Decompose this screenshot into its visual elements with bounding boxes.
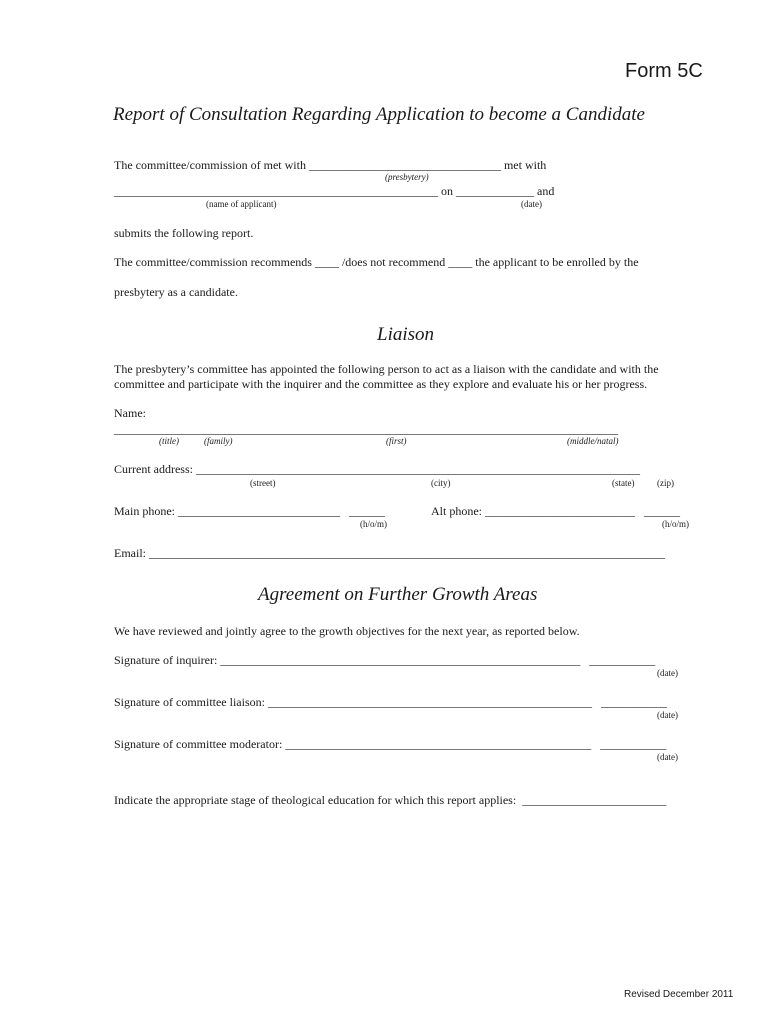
name-hint-title: (title): [159, 436, 179, 446]
intro-line-5: presbytery as a candidate.: [114, 285, 238, 299]
name-hint-middle: (middle/natal): [567, 436, 619, 446]
intro-line-1: The committee/commission of met with ________________________________ met with: [114, 158, 547, 172]
signature-inquirer-line[interactable]: Signature of inquirer: ____________________________________________________________ ___________: [114, 653, 656, 667]
main-phone-hint: (h/o/m): [360, 519, 387, 529]
liaison-paragraph: The presbytery’s committee has appointed the following person to act as a liaison with the candidate and with the committee and participate with the inquirer and the committee as they explore and evaluate his or her progress.: [114, 362, 659, 391]
signature-liaison-date-hint: (date): [657, 710, 678, 720]
date-hint: (date): [521, 199, 542, 209]
name-hint-first: (first): [386, 436, 407, 446]
agreement-heading: Agreement on Further Growth Areas: [258, 584, 538, 605]
liaison-heading: Liaison: [377, 324, 435, 345]
email-line[interactable]: Email: ______________________________________________________________________________________: [114, 546, 665, 560]
signature-moderator-line[interactable]: Signature of committee moderator: ___________________________________________________ ___________: [114, 737, 667, 751]
theological-stage-line[interactable]: Indicate the appropriate stage of theological education for which this report applies: ________________________: [114, 793, 667, 807]
address-hint-city: (city): [431, 478, 451, 488]
address-line[interactable]: Current address: __________________________________________________________________________: [114, 462, 640, 476]
signature-moderator-date-hint: (date): [657, 752, 678, 762]
name-label: Name:: [114, 406, 146, 420]
revision-footer: Revised December 2011: [624, 989, 734, 1000]
intro-line-4: The committee/commission recommends ____ /does not recommend ____ the applicant to be enrolled by the: [114, 255, 639, 269]
presbytery-hint: (presbytery): [385, 172, 429, 182]
signature-inquirer-date-hint: (date): [657, 668, 678, 678]
agreement-paragraph: We have reviewed and jointly agree to the growth objectives for the next year, as reported below.: [114, 624, 580, 638]
name-line[interactable]: ____________________________________________________________________________________: [114, 422, 618, 436]
alt-phone-line[interactable]: Alt phone: _________________________ ______: [431, 504, 680, 518]
name-hint-family: (family): [204, 436, 233, 446]
intro-line-2: ______________________________________________________ on _____________ and: [114, 184, 555, 198]
address-hint-state: (state): [612, 478, 635, 488]
address-hint-street: (street): [250, 478, 276, 488]
applicant-hint: (name of applicant): [206, 199, 277, 209]
intro-line-3: submits the following report.: [114, 226, 254, 240]
signature-liaison-line[interactable]: Signature of committee liaison: ______________________________________________________ ___________: [114, 695, 667, 709]
main-phone-line[interactable]: Main phone: ___________________________ ______: [114, 504, 385, 518]
page-title: Report of Consultation Regarding Application to become a Candidate: [113, 104, 645, 125]
address-hint-zip: (zip): [657, 478, 674, 488]
form-label: Form 5C: [625, 60, 703, 82]
alt-phone-hint: (h/o/m): [662, 519, 689, 529]
